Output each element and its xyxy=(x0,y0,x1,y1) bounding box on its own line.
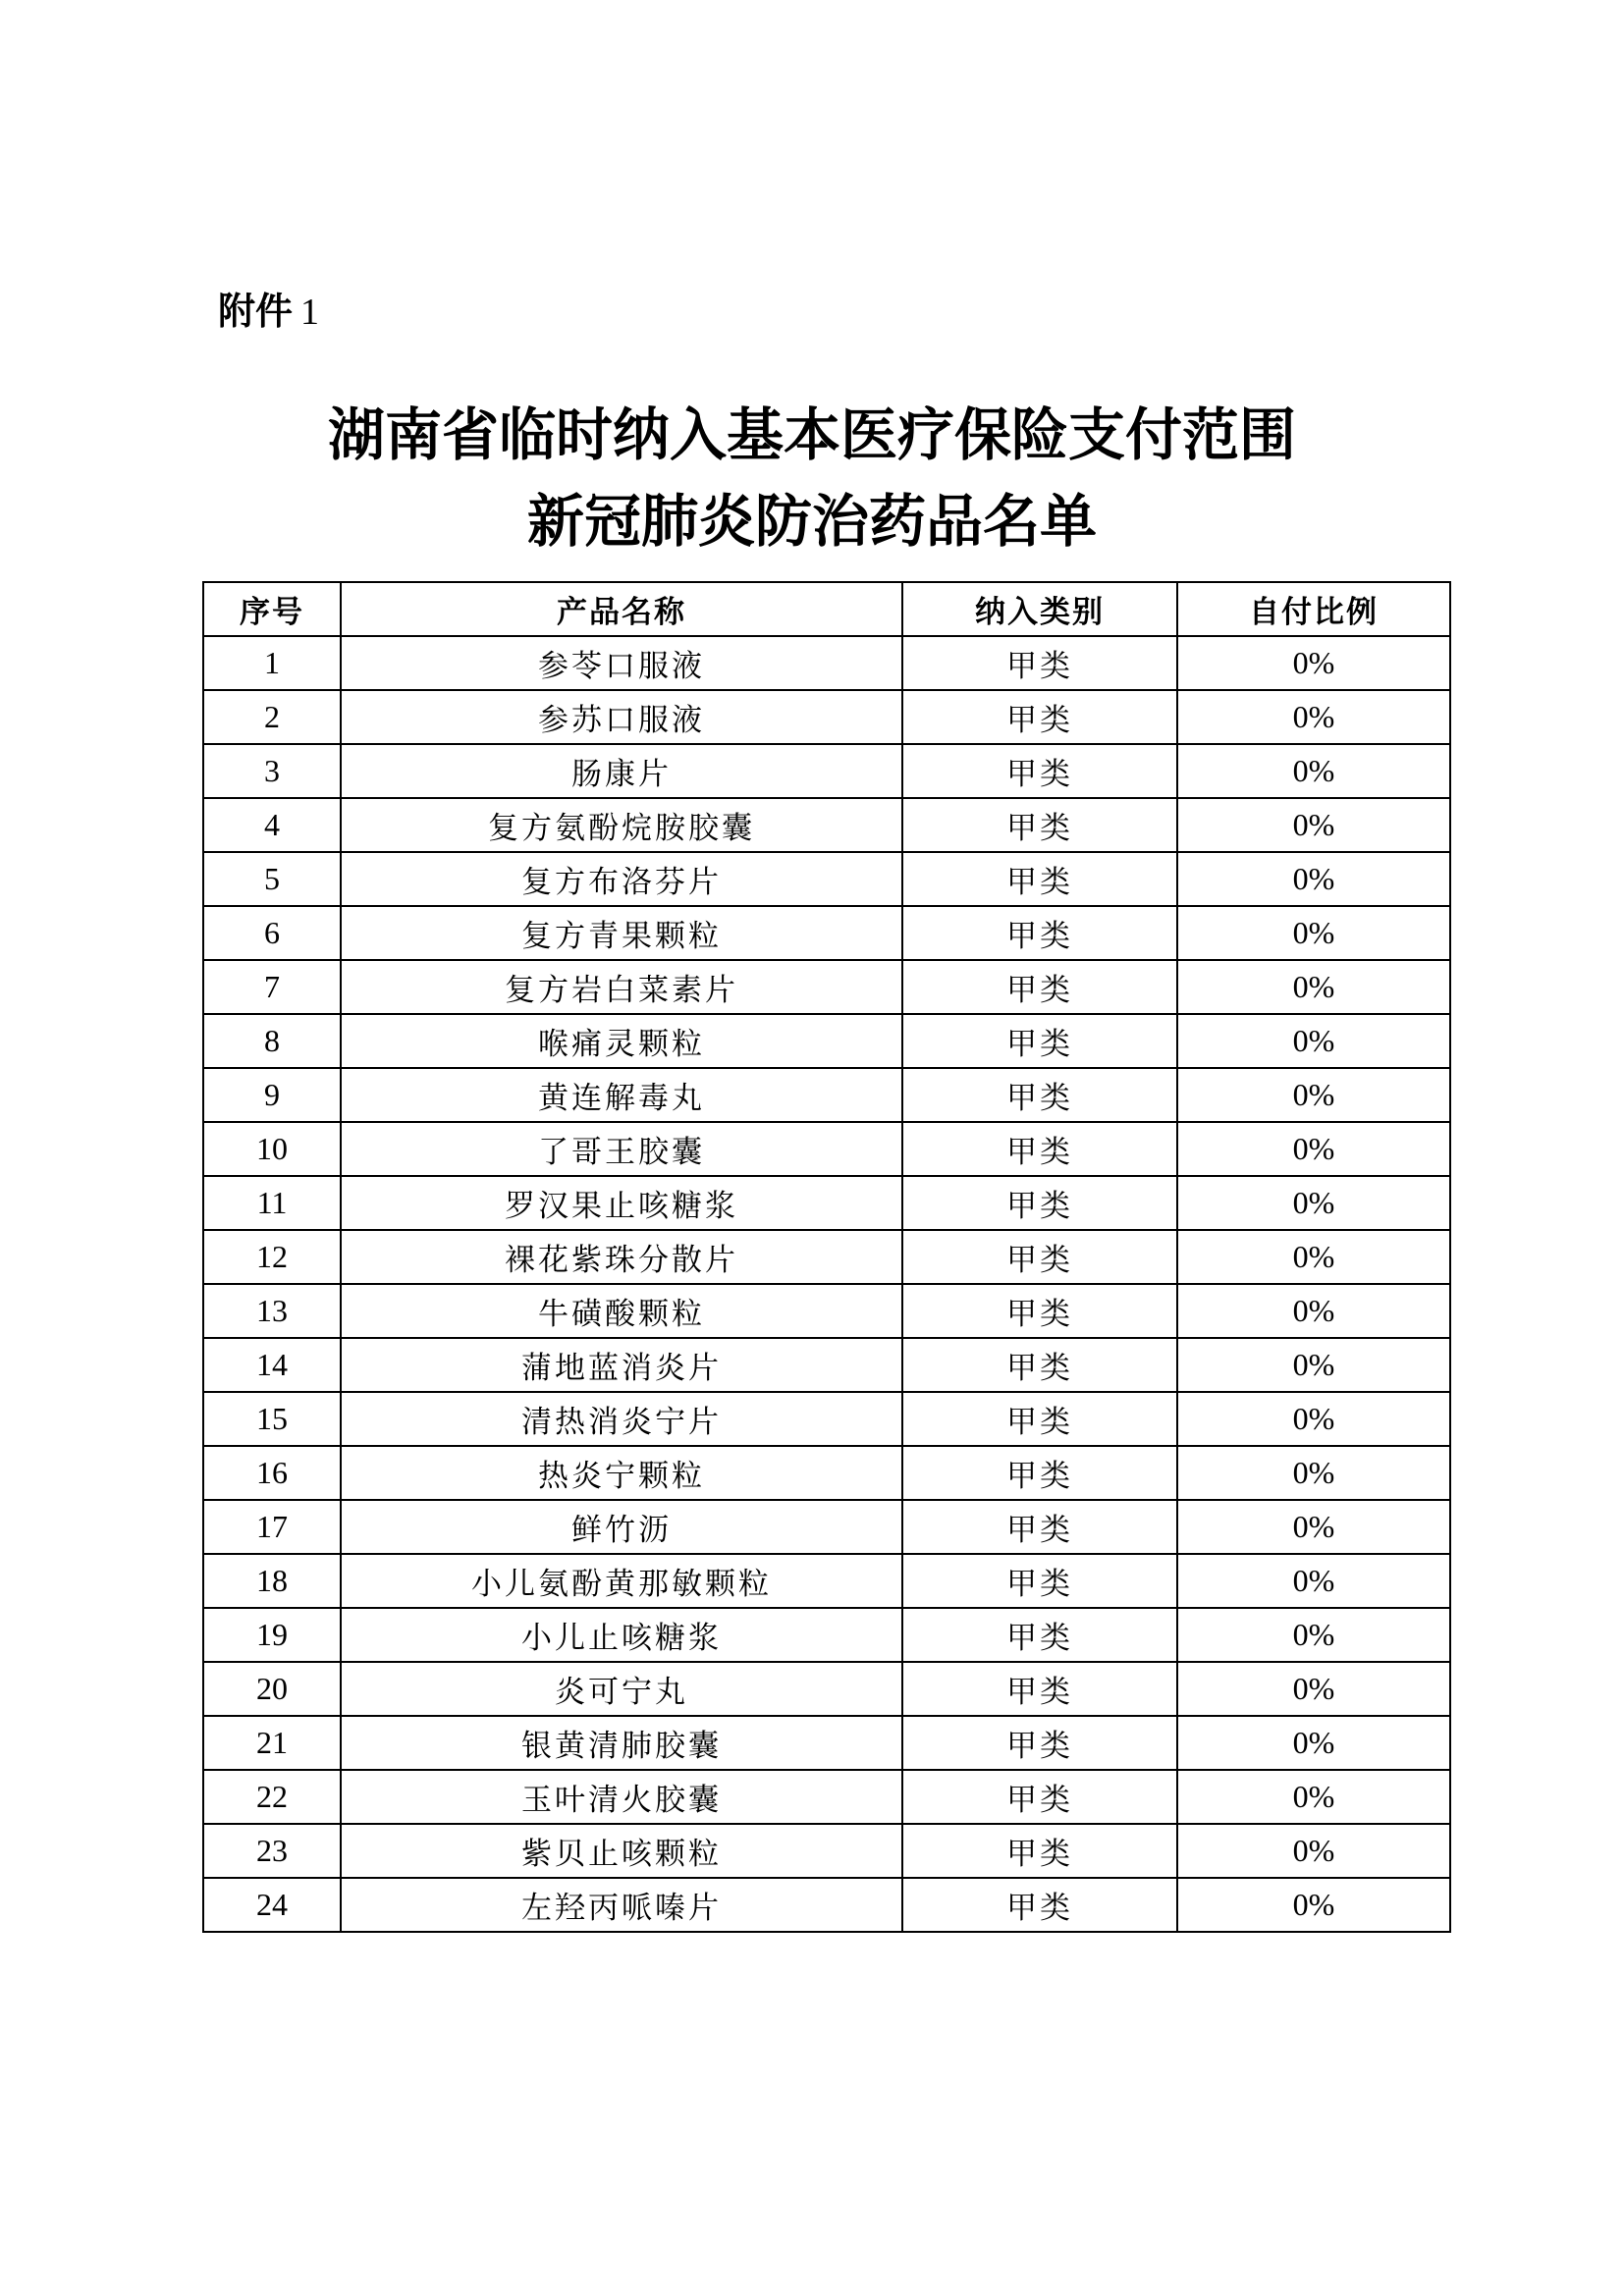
table-row xyxy=(203,1122,1450,1176)
row-serial-number: 16 xyxy=(203,1446,341,1500)
row-self-pay-ratio: 0% xyxy=(1177,852,1450,906)
row-product-name: 小儿氨酚黄那敏颗粒 xyxy=(341,1554,902,1608)
row-product-name: 参苏口服液 xyxy=(341,690,902,744)
row-product-name: 复方青果颗粒 xyxy=(341,906,902,960)
row-category: 甲类 xyxy=(902,1068,1177,1122)
row-product-name: 牛磺酸颗粒 xyxy=(341,1284,902,1338)
row-self-pay-ratio: 0% xyxy=(1177,1878,1450,1932)
row-category: 甲类 xyxy=(902,636,1177,690)
row-self-pay-ratio: 0% xyxy=(1177,1770,1450,1824)
table-row xyxy=(203,1608,1450,1662)
row-category: 甲类 xyxy=(902,798,1177,852)
table-row xyxy=(203,852,1450,906)
row-self-pay-ratio: 0% xyxy=(1177,1338,1450,1392)
row-self-pay-ratio: 0% xyxy=(1177,1284,1450,1338)
table-header-row xyxy=(203,582,1450,636)
row-product-name: 玉叶清火胶囊 xyxy=(341,1770,902,1824)
table-row xyxy=(203,1446,1450,1500)
row-serial-number: 13 xyxy=(203,1284,341,1338)
row-self-pay-ratio: 0% xyxy=(1177,1716,1450,1770)
row-serial-number: 19 xyxy=(203,1608,341,1662)
row-self-pay-ratio: 0% xyxy=(1177,744,1450,798)
row-self-pay-ratio: 0% xyxy=(1177,1176,1450,1230)
row-self-pay-ratio: 0% xyxy=(1177,960,1450,1014)
table-row xyxy=(203,1770,1450,1824)
table-row xyxy=(203,960,1450,1014)
row-category: 甲类 xyxy=(902,906,1177,960)
row-serial-number: 9 xyxy=(203,1068,341,1122)
row-serial-number: 14 xyxy=(203,1338,341,1392)
row-self-pay-ratio: 0% xyxy=(1177,636,1450,690)
table-row xyxy=(203,906,1450,960)
row-category: 甲类 xyxy=(902,1284,1177,1338)
row-product-name: 罗汉果止咳糖浆 xyxy=(341,1176,902,1230)
row-serial-number: 17 xyxy=(203,1500,341,1554)
row-self-pay-ratio: 0% xyxy=(1177,1500,1450,1554)
row-product-name: 肠康片 xyxy=(341,744,902,798)
table-row xyxy=(203,1500,1450,1554)
row-serial-number: 24 xyxy=(203,1878,341,1932)
row-self-pay-ratio: 0% xyxy=(1177,1554,1450,1608)
row-product-name: 紫贝止咳颗粒 xyxy=(341,1824,902,1878)
row-self-pay-ratio: 0% xyxy=(1177,1608,1450,1662)
row-self-pay-ratio: 0% xyxy=(1177,906,1450,960)
row-self-pay-ratio: 0% xyxy=(1177,1392,1450,1446)
row-product-name: 复方岩白菜素片 xyxy=(341,960,902,1014)
row-self-pay-ratio: 0% xyxy=(1177,1122,1450,1176)
row-self-pay-ratio: 0% xyxy=(1177,1824,1450,1878)
row-category: 甲类 xyxy=(902,744,1177,798)
table-row xyxy=(203,1662,1450,1716)
table-row xyxy=(203,1878,1450,1932)
table-row xyxy=(203,1176,1450,1230)
row-product-name: 复方氨酚烷胺胶囊 xyxy=(341,798,902,852)
row-category: 甲类 xyxy=(902,960,1177,1014)
row-category: 甲类 xyxy=(902,1824,1177,1878)
row-product-name: 蒲地蓝消炎片 xyxy=(341,1338,902,1392)
row-self-pay-ratio: 0% xyxy=(1177,1068,1450,1122)
row-serial-number: 15 xyxy=(203,1392,341,1446)
row-serial-number: 18 xyxy=(203,1554,341,1608)
row-self-pay-ratio: 0% xyxy=(1177,1014,1450,1068)
row-self-pay-ratio: 0% xyxy=(1177,1230,1450,1284)
row-serial-number: 5 xyxy=(203,852,341,906)
row-serial-number: 6 xyxy=(203,906,341,960)
row-category: 甲类 xyxy=(902,1122,1177,1176)
row-product-name: 喉痛灵颗粒 xyxy=(341,1014,902,1068)
table-row xyxy=(203,1230,1450,1284)
row-category: 甲类 xyxy=(902,852,1177,906)
table-row xyxy=(203,1284,1450,1338)
row-self-pay-ratio: 0% xyxy=(1177,1446,1450,1500)
row-category: 甲类 xyxy=(902,1176,1177,1230)
table-row xyxy=(203,1338,1450,1392)
attachment-label xyxy=(218,290,320,333)
row-product-name: 复方布洛芬片 xyxy=(341,852,902,906)
row-serial-number: 4 xyxy=(203,798,341,852)
row-product-name: 鲜竹沥 xyxy=(341,1500,902,1554)
drug-list-table xyxy=(202,581,1451,1933)
table-row xyxy=(203,1554,1450,1608)
row-product-name: 银黄清肺胶囊 xyxy=(341,1716,902,1770)
row-serial-number: 2 xyxy=(203,690,341,744)
row-serial-number: 20 xyxy=(203,1662,341,1716)
header-serial-number: 序号 xyxy=(203,582,341,636)
row-serial-number: 22 xyxy=(203,1770,341,1824)
table-row xyxy=(203,744,1450,798)
row-product-name: 左羟丙哌嗪片 xyxy=(341,1878,902,1932)
row-product-name: 裸花紫珠分散片 xyxy=(341,1230,902,1284)
row-product-name: 热炎宁颗粒 xyxy=(341,1446,902,1500)
row-product-name: 黄连解毒丸 xyxy=(341,1068,902,1122)
header-product-name: 产品名称 xyxy=(341,582,902,636)
row-category: 甲类 xyxy=(902,1716,1177,1770)
row-self-pay-ratio: 0% xyxy=(1177,798,1450,852)
header-category: 纳入类别 xyxy=(902,582,1177,636)
table-row xyxy=(203,1824,1450,1878)
row-category: 甲类 xyxy=(902,690,1177,744)
row-serial-number: 8 xyxy=(203,1014,341,1068)
row-serial-number: 11 xyxy=(203,1176,341,1230)
table-row xyxy=(203,798,1450,852)
row-category: 甲类 xyxy=(902,1392,1177,1446)
row-product-name: 小儿止咳糖浆 xyxy=(341,1608,902,1662)
row-self-pay-ratio: 0% xyxy=(1177,1662,1450,1716)
table-row xyxy=(203,1716,1450,1770)
row-category: 甲类 xyxy=(902,1500,1177,1554)
row-product-name: 清热消炎宁片 xyxy=(341,1392,902,1446)
row-serial-number: 21 xyxy=(203,1716,341,1770)
document-title-line-2: 新冠肺炎防治药品名单 xyxy=(526,488,1097,555)
table-row xyxy=(203,1068,1450,1122)
table-row xyxy=(203,636,1450,690)
attachment-prefix: 附件 xyxy=(218,290,294,333)
row-serial-number: 12 xyxy=(203,1230,341,1284)
row-category: 甲类 xyxy=(902,1608,1177,1662)
row-category: 甲类 xyxy=(902,1662,1177,1716)
header-self-pay-ratio: 自付比例 xyxy=(1177,582,1450,636)
row-serial-number: 1 xyxy=(203,636,341,690)
row-category: 甲类 xyxy=(902,1770,1177,1824)
row-product-name: 炎可宁丸 xyxy=(341,1662,902,1716)
row-self-pay-ratio: 0% xyxy=(1177,690,1450,744)
row-serial-number: 23 xyxy=(203,1824,341,1878)
row-category: 甲类 xyxy=(902,1014,1177,1068)
row-serial-number: 3 xyxy=(203,744,341,798)
table-row xyxy=(203,1014,1450,1068)
row-category: 甲类 xyxy=(902,1230,1177,1284)
row-category: 甲类 xyxy=(902,1554,1177,1608)
row-product-name: 了哥王胶囊 xyxy=(341,1122,902,1176)
table-body xyxy=(203,636,1450,1932)
row-product-name: 参苓口服液 xyxy=(341,636,902,690)
table-row xyxy=(203,1392,1450,1446)
attachment-number: 1 xyxy=(300,292,320,333)
row-category: 甲类 xyxy=(902,1338,1177,1392)
row-serial-number: 10 xyxy=(203,1122,341,1176)
row-category: 甲类 xyxy=(902,1446,1177,1500)
row-category: 甲类 xyxy=(902,1878,1177,1932)
row-serial-number: 7 xyxy=(203,960,341,1014)
document-title-line-1: 湖南省临时纳入基本医疗保险支付范围 xyxy=(327,401,1296,468)
table-row xyxy=(203,690,1450,744)
